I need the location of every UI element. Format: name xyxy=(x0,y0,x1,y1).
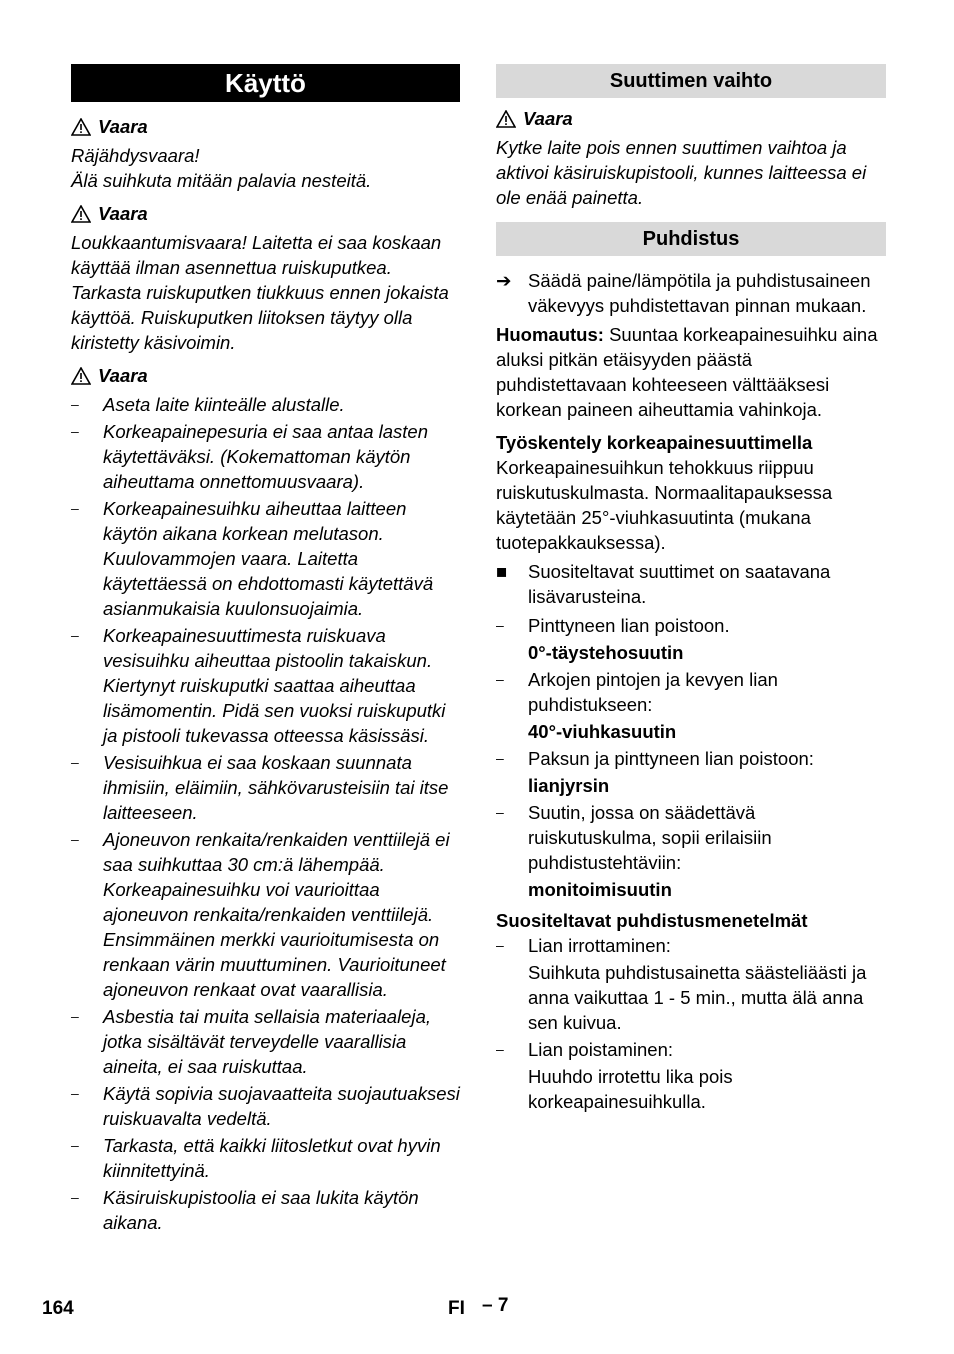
note xyxy=(496,322,886,422)
dash-marker: – xyxy=(496,750,504,766)
page-number: 164 xyxy=(42,1298,74,1319)
dash-marker: – xyxy=(71,1008,79,1024)
nozzle-name: monitoimisuutin xyxy=(528,879,672,900)
list-item: – Lian poistaminen: Huuhdo irrotettu lika pois korkeapainesuihkulla. xyxy=(496,1037,886,1114)
warning-heading xyxy=(71,114,460,139)
note-label: Huomautus: xyxy=(496,324,604,345)
dash-marker: – xyxy=(496,937,504,953)
dash-marker: – xyxy=(496,804,504,820)
method-detail: Suihkuta puhdistusainetta säästeliäästi ja anna vaikuttaa 1 - 5 min., mutta älä anna sen kuivua. xyxy=(528,962,867,1033)
paragraph: Korkeapainesuihkun tehokkuus riippuu ruiskutuskulmasta. Normaalitapauksessa käytetään 25°-viuhkasuutinta (mukana tuotepakkauksessa). xyxy=(496,457,833,553)
dash-marker: – xyxy=(71,396,79,412)
list-item: – Käytä sopivia suojavaatteita suojautuaksesi ruiskuavalta vedeltä. xyxy=(71,1083,460,1129)
list-item: – Tarkasta, että kaikki liitosletkut ovat hyvin kiinnitettyinä. xyxy=(71,1135,441,1181)
warning-triangle-icon xyxy=(71,205,91,223)
arrow-right-icon: ➔ xyxy=(496,270,512,291)
language-code: FI xyxy=(448,1298,465,1319)
list-item: – Vesisuihkua ei saa koskaan suunnata ihmisiin, eläimiin, sähkövarusteisiin tai itse laitteeseen. xyxy=(71,752,449,823)
method-detail: Huuhdo irrotettu lika pois korkeapainesuihkulla. xyxy=(528,1066,733,1112)
warning-triangle-icon xyxy=(71,118,91,136)
list-item: – Arkojen pintojen ja kevyen lian puhdistukseen: 40°-viuhkasuutin xyxy=(496,667,886,744)
list-item: – Suutin, jossa on säädettävä ruiskutuskulma, sopii erilaisiin puhdistustehtäviin: monitoimisuutin xyxy=(496,800,886,902)
dash-marker: – xyxy=(71,1189,79,1205)
dash-marker: – xyxy=(71,423,79,439)
instruction-item xyxy=(496,268,886,318)
dash-marker: – xyxy=(496,1041,504,1057)
warning-triangle-icon xyxy=(71,367,91,385)
list-item: – Korkeapainesuihku aiheuttaa laitteen käytön aikana korkean melutason. Kuulovammojen vaara. Laitetta käytettäessä on ehdottomasti käytettävä asianmukaisia kuulonsuojaimia. xyxy=(71,498,434,619)
warning-label: Vaara xyxy=(98,116,148,137)
warning-heading xyxy=(496,106,886,131)
dash-marker: – xyxy=(496,617,504,633)
nozzle-name: lianjyrsin xyxy=(528,775,610,796)
dash-marker: – xyxy=(71,1085,79,1101)
warning-text: Kytke laite pois ennen suuttimen vaihtoa ja aktivoi käsiruiskupistooli, kunnes laitteessa ei ole enää painetta. xyxy=(496,137,867,208)
bullet-item xyxy=(496,559,886,609)
nozzle-list xyxy=(496,613,886,902)
warning-text-line: Älä suihkuta mitään palavia nesteitä. xyxy=(71,170,372,191)
warning-list xyxy=(71,392,460,1235)
section-heading: Suuttimen vaihto xyxy=(496,64,886,98)
dash-marker: – xyxy=(71,831,79,847)
list-item: – Korkeapainepesuria ei saa antaa lasten käytettäväksi. (Kokemattoman käytön aiheuttama onnettomuusvaara). xyxy=(71,421,429,492)
square-bullet-icon: ■ xyxy=(496,561,508,582)
warning-label: Vaara xyxy=(98,203,148,224)
warning-heading xyxy=(71,201,460,226)
dash-marker: – xyxy=(71,500,79,516)
warning-text-line: Räjähdysvaara! xyxy=(71,145,200,166)
list-item: – Ajoneuvon renkaita/renkaiden venttiilejä ei saa suihkuttaa 30 cm:ä lähempää. Korkeapainesuihku voi vaurioittaa ajoneuvon renkaita/renkaiden venttiilejä. Ensimmäinen merkki vaurioitumisesta on renkaan värin muuttuminen. Vaurioituneet ajoneuvon renkaat ovat vaarallisia. xyxy=(71,829,450,1000)
warning-text: Loukkaantumisvaara! Laitetta ei saa koskaan käyttää ilman asennettua ruiskuputkea. Tarkasta ruiskuputken tiukkuus ennen jokaista käyttöä. Ruiskuputken liitoksen täytyy olla kiristetty käsivoimin. xyxy=(71,232,449,353)
sub-page-number: – 7 xyxy=(482,1295,509,1316)
warning-label: Vaara xyxy=(98,365,148,386)
right-column xyxy=(496,64,886,1116)
section-title: Käyttö xyxy=(71,64,460,102)
dash-marker: – xyxy=(496,671,504,687)
dash-marker: – xyxy=(71,627,79,643)
list-item: – Asbestia tai muita sellaisia materiaaleja, jotka sisältävät terveydelle vaarallisia aineita, ei saa ruiskuttaa. xyxy=(71,1006,432,1077)
list-item: – Aseta laite kiinteälle alustalle. xyxy=(71,394,345,415)
list-item: – Paksun ja pinttyneen lian poistoon: lianjyrsin xyxy=(496,746,886,798)
subheading: Suositeltavat puhdistusmenetelmät xyxy=(496,910,808,931)
list-item: – Lian irrottaminen: Suihkuta puhdistusainetta säästeliäästi ja anna vaikuttaa 1 - 5 min., mutta älä anna sen kuivua. xyxy=(496,933,886,1035)
section-heading: Puhdistus xyxy=(496,222,886,256)
note-text: Suuntaa korkeapainesuihku aina aluksi pitkän etäisyyden päästä puhdistettavaan kohteeseen välttääksesi korkean paineen aiheuttamia vahinkoja. xyxy=(496,324,878,420)
list-item: – Pinttyneen lian poistoon. 0°-täystehosuutin xyxy=(496,613,886,665)
nozzle-name: 40°-viuhkasuutin xyxy=(528,721,677,742)
list-item: – Korkeapainesuuttimesta ruiskuava vesisuihku aiheuttaa pistoolin takaiskun. Kiertynyt ruiskuputki saattaa aiheuttaa lisämomentin. Pidä sen vuoksi ruiskuputki ja pistooli tukevassa otteessa käsissäsi. xyxy=(71,625,446,746)
bullet-text: Suositeltavat suuttimet on saatavana lisävarusteina. xyxy=(528,561,831,607)
warning-triangle-icon xyxy=(496,110,516,128)
left-column xyxy=(71,64,460,1237)
instruction-text: Säädä paine/lämpötila ja puhdistusaineen väkevyys puhdistettavan pinnan mukaan. xyxy=(528,270,871,316)
warning-heading xyxy=(71,363,460,388)
list-item: – Käsiruiskupistoolia ei saa lukita käytön aikana. xyxy=(71,1187,419,1233)
nozzle-name: 0°-täystehosuutin xyxy=(528,642,684,663)
subheading: Työskentely korkeapainesuuttimella xyxy=(496,432,813,453)
method-list xyxy=(496,933,886,1114)
warning-label: Vaara xyxy=(523,108,573,129)
dash-marker: – xyxy=(71,1137,79,1153)
dash-marker: – xyxy=(71,754,79,770)
